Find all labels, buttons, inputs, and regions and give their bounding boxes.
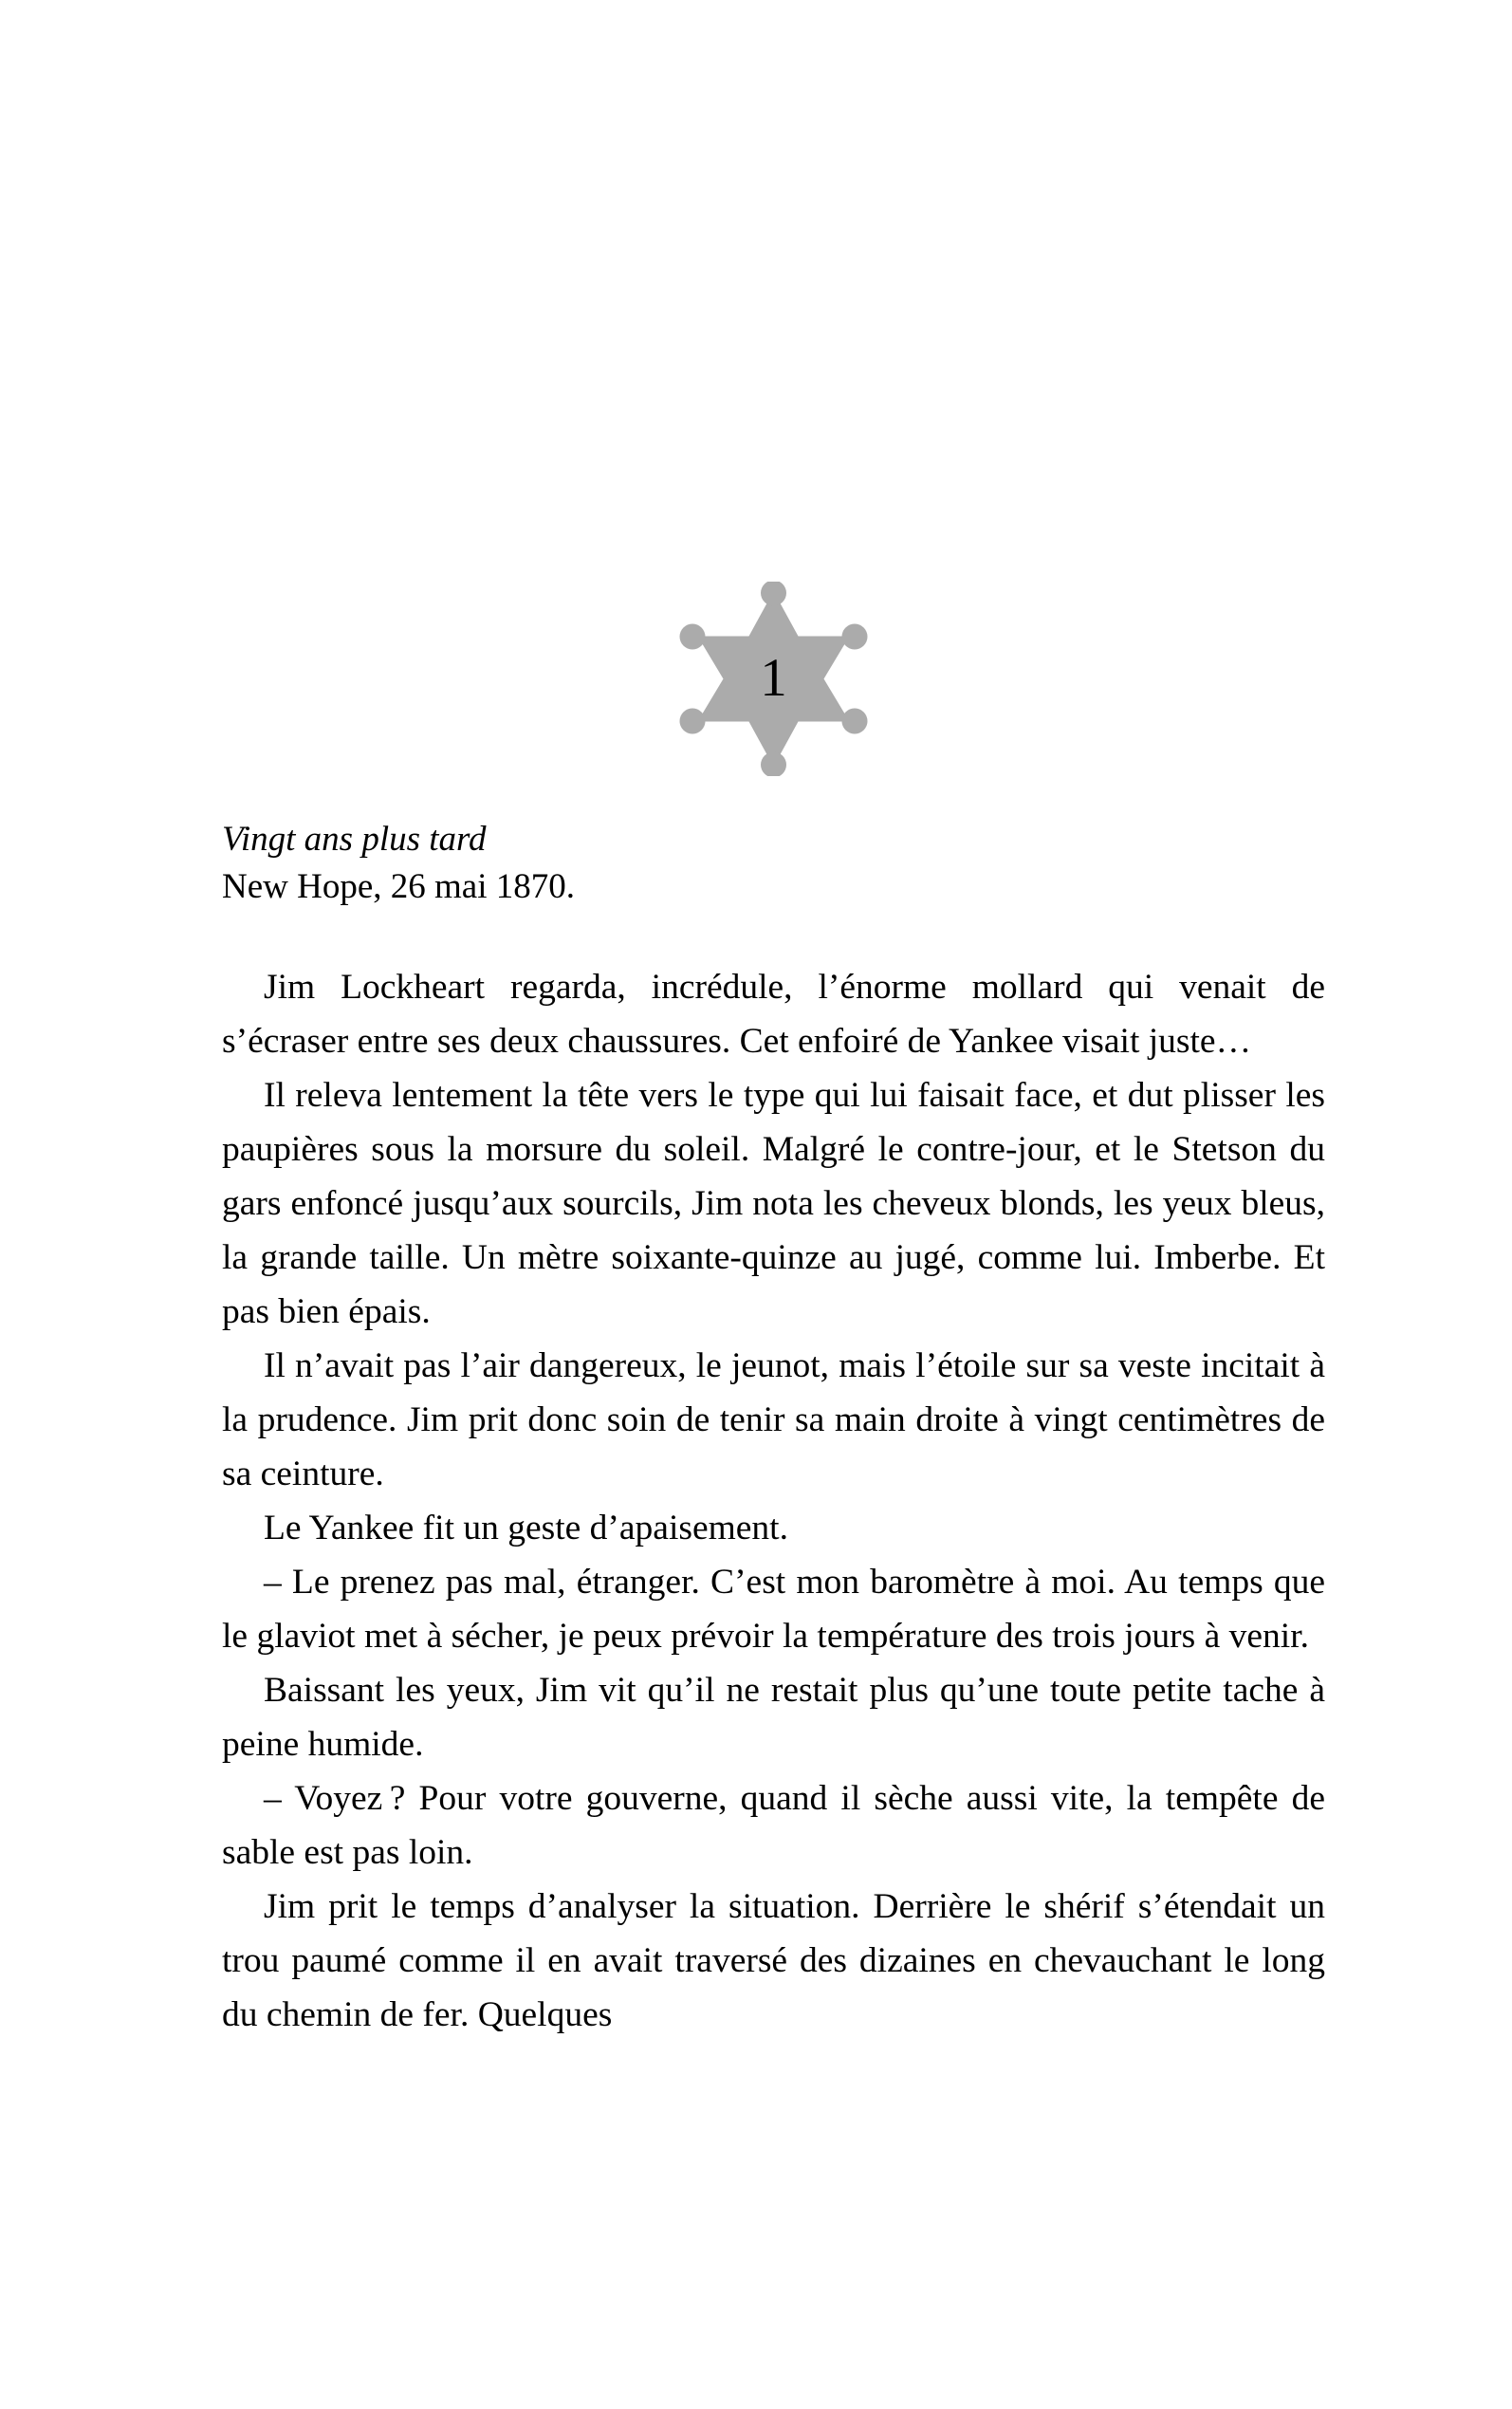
body-text	[222, 960, 1325, 2042]
text-column	[222, 816, 1325, 2042]
chapter-badge	[676, 582, 871, 776]
scene-heading-place-date: New Hope, 26 mai 1870.	[222, 867, 575, 906]
paragraph: – Voyez ? Pour votre gouverne, quand il sèche aussi vite, la tempête de sable est pas loin.	[222, 1779, 1325, 1872]
paragraph: Il releva lentement la tête vers le type qui lui faisait face, et dut plisser les paupières sous la morsure du soleil. Malgré le contre-jour, et le Stetson du gars enfoncé jusqu’aux sourcils, Jim nota les cheveux blonds, les yeux bleus, la grande taille. Un mètre soixante-quinze au jugé, comme lui. Imberbe. Et pas bien épais.	[222, 1076, 1325, 1331]
scene-heading-time-jump: Vingt ans plus tard	[222, 820, 487, 859]
paragraph: Il n’avait pas l’air dangereux, le jeunot, mais l’étoile sur sa veste incitait à la prudence. Jim prit donc soin de tenir sa main droite à vingt centimètres de sa ceinture.	[222, 1346, 1325, 1493]
paragraph: Baissant les yeux, Jim vit qu’il ne restait plus qu’une toute petite tache à peine humide.	[222, 1671, 1325, 1764]
paragraph: Jim prit le temps d’analyser la situation. Derrière le shérif s’étendait un trou paumé comme il en avait traversé des dizaines en chevauchant le long du chemin de fer. Quelques	[222, 1887, 1325, 2034]
scene-heading	[222, 816, 1325, 911]
paragraph: – Le prenez pas mal, étranger. C’est mon baromètre à moi. Au temps que le glaviot met à sécher, je peux prévoir la température des trois jours à venir.	[222, 1563, 1325, 1656]
paragraph: Le Yankee fit un geste d’apaisement.	[264, 1509, 788, 1547]
chapter-number: 1	[760, 647, 787, 708]
paragraph: Jim Lockheart regarda, incrédule, l’énorme mollard qui venait de s’écraser entre ses deux chaussures. Cet enfoiré de Yankee visait juste…	[222, 968, 1325, 1061]
